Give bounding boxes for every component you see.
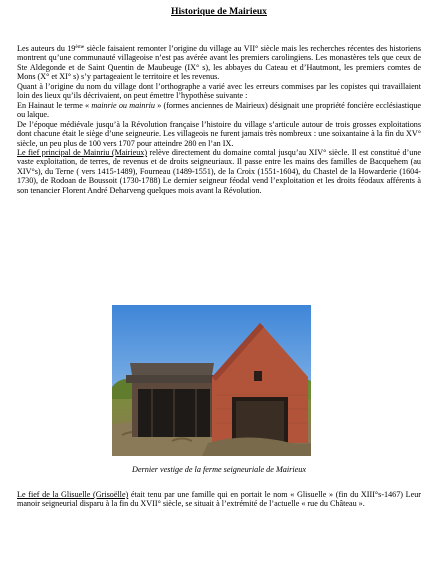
paragraph-text: » (formes anciennes de Mairieux) désignait une propriété foncière ecclésiastique ou laïque. <box>17 100 421 120</box>
photo-caption: Dernier vestige de la ferme seigneuriale de Mairieux <box>132 465 306 474</box>
paragraph-text: siècle faisaient remonter l’origine du village au VII° siècle mais les recherches récentes des historiens montrent qu’une communauté villageoise n’est pas avérée avant les premiers carolingiens. Les monastères tels que ceux de Ste Aldegonde et de Saint Quentin de Maubeuge (IX° s), les abbayes du Cateau et d’Hautmont, les premiers comtes de Mons (X° et XI° s) s’y partageaient le territoire et les revenus. <box>17 44 421 82</box>
paragraph-main-fief <box>17 148 421 195</box>
secondary-text <box>17 490 421 509</box>
paragraph-medieval: De l’époque médiévale jusqu’à la Révolution française l’histoire du village s’articule autour de trois grosses exploitations dont chacune était le siège d’une seigneurie. Les villageois ne furent jamais très nombreux : une soixantaine à la fin du XV° siècle, un peu plus de 100 vers 1707 pour atteindre 280 en l’an IX. <box>17 119 421 148</box>
underlined-heading: Le fief principal de Mainriu (Mairieux) <box>17 147 148 157</box>
underlined-alias: (Grisoëlle) <box>90 490 129 499</box>
superscript: ème <box>75 44 85 50</box>
main-text <box>17 44 421 195</box>
italic-term: mainrie ou mainriu <box>91 100 155 110</box>
paragraph-name-origin: Quant à l’origine du nom du village dont l’orthographe a varié avec les erreurs commises par les copistes qui travaillaient loin des lieux qu’ils décrivaient, on peut émettre l’hypothèse suivante : <box>17 81 421 101</box>
paragraph-text: En Hainaut le terme « <box>17 100 92 110</box>
page-title: Historique de Mairieux <box>171 6 267 17</box>
paragraph-glisuelle <box>17 490 421 509</box>
farm-photo <box>112 305 311 456</box>
underlined-heading: Le fief de la Glisuelle <box>17 490 91 499</box>
paragraph-text: relève directement du domaine comtal jusqu’au XIV° siècle. Il est constitué d’une vaste exploitation, de terres, de revenus et de droits seigneuriaux. Il passe entre les mains des familles de Bacquehem (au XIV°s), du Terne ( vers 1415-1489), Fourneau (1489-1551), de la Croix (1551-1604), du Chastel de la Howarderie (1604-1730), de Rodoan de Boussoit (1730-1788) Le dernier seigneur féodal vend l’exploitation et les droits féodaux afférents à son tenancier Florent André Deharveng quelques mois avant la Révolution. <box>17 147 421 195</box>
paragraph-text: Les auteurs du 19 <box>17 44 76 53</box>
paragraph-hainaut <box>17 101 421 120</box>
paragraph-text: était tenu par une famille qui en portait le nom « Glisuelle » (fin du XIII°s-1467) Leur manoir seigneurial disparu à la fin du XVII° siècle, se situait à l’extrémité de l’actuelle « rue du Château ». <box>17 490 421 509</box>
paragraph-origins <box>17 44 421 82</box>
